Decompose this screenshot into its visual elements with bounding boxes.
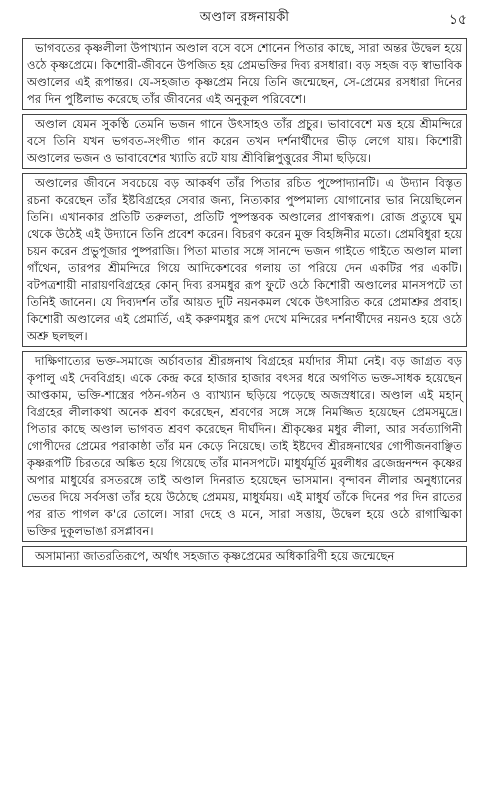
paragraph: অণ্ডাল যেমন সুকণ্ঠি তেমনি ভজন গানে উৎসাহও তাঁর প্রচুর। ভাবাবেশে মত্ত হয়ে শ্রীমন্দিরে বসে তিনি যখন ভগবত-সংগীত গান করেন তখন দর্শনার্থীদের ভীড় লেগে যায়। কিশোরী অণ্ডালের ভজন ও ভাবাবেশের খ্যাতি রটে যায় শ্রীবিল্লিপুত্তুরের সীমা ছড়িয়ে। bbox=[22, 114, 467, 169]
body-text bbox=[22, 38, 467, 571]
page-header bbox=[0, 8, 489, 30]
running-head: অণ্ডাল রঙ্গনায়কী bbox=[199, 10, 290, 25]
page-number: ১৫ bbox=[448, 12, 467, 28]
paragraph: ভাগবতের কৃষ্ণলীলা উপাখ্যান অণ্ডাল বসে বসে শোনেন পিতার কাছে, সারা অন্তর উদ্বেল হয়ে ওঠে কৃষ্ণপ্রেমে। কিশোরী-জীবনে উপজিত হয় প্রেমভক্তির দিব্য রসধারা। বড় সহজ বড় স্বাভাবিক অণ্ডালের এই রূপান্তর। যে-সহজাত কৃষ্ণপ্রেম নিয়ে তিনি জন্মেছেন, সে-প্রেমের রসধারা দিনের পর দিন পুষ্টিলাভ করেছে তাঁর জীবনের এই অনুকূল পরিবেশে। bbox=[22, 38, 467, 110]
paragraph: অণ্ডালের জীবনে সবচেয়ে বড় আকর্ষণ তাঁর পিতার রচিত পুষ্পোদ্যানটি। এ উদ্যান বিস্তৃত রচনা করেছেন তাঁর ইষ্টবিগ্রহের সেবার জন্য, নিত্যকার পুষ্পমাল্য যোগানোর ভার নিয়েছিলেন তিনি। এখানকার প্রতিটি তরুলতা, প্রতিটি পুষ্পস্তবক অণ্ডালের প্রাণস্বরূপ। রোজ প্রত্যুষে ঘুম থেকে উঠেই এই উদ্যানে তিনি প্রবেশ করেন। বিচরণ করেন মুক্ত বিহঙ্গিনীর মতো। প্রেমবিধুরা হয়ে চয়ন করেন প্রভুপূজার পুষ্পরাজি। পিতা মাতার সঙ্গে সানন্দে ভজন গাইতে গাইতে অণ্ডাল মালা গাঁথেন, তারপর শ্রীমন্দিরে গিয়ে আদিকেশবের গলায় তা পরিয়ে দেন একটির পর একটি। বটপত্রশায়ী নারায়ণবিগ্রহের কোন্ দিব্য রসমধুর রূপ ফুটে ওঠে কিশোরী অণ্ডালের মানসপটে তা তিনিই জানেন। যে দিব্যদর্শন তাঁর আয়ত দুটি নয়নকমল থেকে উৎসারিত করে প্রেমাশ্রুর প্রবাহ। কিশোরী অণ্ডালের এই প্রেমার্তি, এই করুণমধুর রূপ দেখে মন্দিরের দর্শনার্থীদের নয়নও হয়ে ওঠে অশ্রু ছলছল। bbox=[22, 173, 467, 347]
paragraph: দাক্ষিণাত্যের ভক্ত-সমাজে অর্চাবতার শ্রীরঙ্গনাথ বিগ্রহের মর্যাদার সীমা নেই। বড় জাগ্রত বড় কৃপালু এই দেববিগ্রহ। একে কেন্দ্র করে হাজার হাজার বৎসর ধরে অগণিত ভক্ত-সাধক হয়েছেন আপ্তকাম, ভক্তি-শাস্ত্রের পঠন-গঠন ও ব্যাখ্যান ছড়িয়ে পড়েছে অজস্রধারে। অণ্ডাল এই মহান্ বিগ্রহের লীলাকথা অনেক শ্রবণ করেছেন, শ্রবণের সঙ্গে সঙ্গে নিমজ্জিত হয়েছেন প্রেমসমুদ্রে। পিতার কাছে অণ্ডাল ভাগবত শ্রবণ করেছেন দীর্ঘদিন। শ্রীকৃষ্ণের মধুর লীলা, আর সর্বত্যাগিনী গোপীদের প্রেমের পরাকাষ্ঠা তাঁর মন কেড়ে নিয়েছে। তাই ইষ্টদেব শ্রীরঙ্গনাথের গোপীজনবাঞ্ছিত কৃষ্ণরূপটি চিরতরে অঙ্কিত হয়ে গিয়েছে তাঁর মানসপটে। মাধুর্যমূর্তি মুরলীধর ব্রজেন্দ্রনন্দন কৃষ্ণের অপার মাধুর্যের রসতরঙ্গে তাই অণ্ডাল দিনরাত হয়েছেন ভাসমান। বৃন্দাবন লীলার অনুধ্যানের ভেতর দিয়ে সর্বসত্তা তাঁর হয়ে উঠেছে প্রেমময়, মাধুর্যময়। এই মাধুর্য তাঁকে দিনের পর দিন রাতের পর রাত পাগল ক'রে তোলে। সারা দেহে ও মনে, সারা সত্তায়, উদ্বেল হয়ে ওঠে রাগাত্মিকা ভক্তির দুকূলভাঙা রসপ্লাবন। bbox=[22, 351, 467, 542]
paragraph: অসামান্যা জাতরতিরূপে, অর্থাৎ সহজাত কৃষ্ণপ্রেমের অধিকারিণী হয়ে জন্মেছেন bbox=[22, 546, 467, 567]
